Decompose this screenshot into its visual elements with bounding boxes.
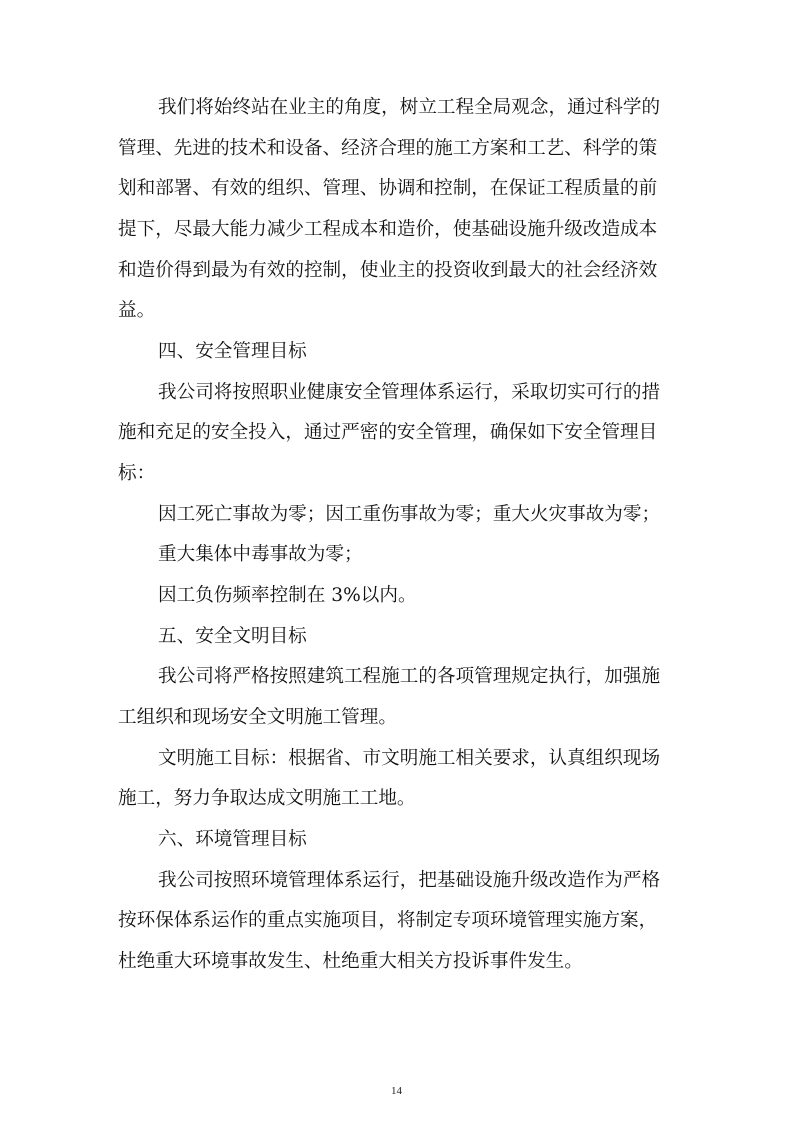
- paragraph-2-line-3: 标：: [118, 463, 156, 484]
- paragraph-2-line-2: 施和充足的安全投入，通过严密的安全管理，确保如下安全管理目: [118, 422, 658, 443]
- paragraph-7-line-1: 文明施工目标：根据省、市文明施工相关要求，认真组织现场: [158, 748, 661, 769]
- paragraph-1-line-4: 提下，尽最大能力减少工程成本和造价，使基础设施升级改造成本: [118, 219, 658, 240]
- safety-target-line-2: 重大集体中毒事故为零；: [158, 544, 363, 565]
- paragraph-8-line-2: 按环保体系运作的重点实施项目，将制定专项环境管理实施方案，: [118, 910, 658, 931]
- paragraph-1-line-6: 益。: [118, 300, 156, 321]
- paragraph-8-line-1: 我公司按照环境管理体系运行，把基础设施升级改造作为严格: [158, 870, 661, 891]
- paragraph-1-line-5: 和造价得到最为有效的控制，使业主的投资收到最大的社会经济效: [118, 260, 658, 281]
- paragraph-2-line-1: 我公司将按照职业健康安全管理体系运行，采取切实可行的措: [158, 382, 661, 403]
- page-number: 14: [391, 1085, 402, 1097]
- paragraph-1-line-2: 管理、先进的技术和设备、经济合理的施工方案和工艺、科学的策: [118, 138, 658, 159]
- paragraph-1-line-1: 我们将始终站在业主的角度，树立工程全局观念，通过科学的: [158, 97, 661, 118]
- paragraph-6-line-2: 工组织和现场安全文明施工管理。: [118, 707, 397, 728]
- safety-target-line-1: 因工死亡事故为零；因工重伤事故为零；重大火灾事故为零；: [158, 504, 661, 525]
- section-heading-civilized-construction: 五、安全文明目标: [158, 626, 307, 647]
- paragraph-7-line-2: 施工，努力争取达成文明施工工地。: [118, 788, 416, 809]
- section-heading-environment-management: 六、环境管理目标: [158, 829, 307, 850]
- paragraph-8-line-3: 杜绝重大环境事故发生、杜绝重大相关方投诉事件发生。: [118, 951, 583, 972]
- paragraph-1-line-3: 划和部署、有效的组织、管理、协调和控制，在保证工程质量的前: [118, 178, 658, 199]
- paragraph-6-line-1: 我公司将严格按照建筑工程施工的各项管理规定执行，加强施: [158, 666, 661, 687]
- section-heading-safety-management: 四、安全管理目标: [158, 341, 307, 362]
- safety-target-line-3: 因工负伤频率控制在 3%以内。: [158, 585, 417, 606]
